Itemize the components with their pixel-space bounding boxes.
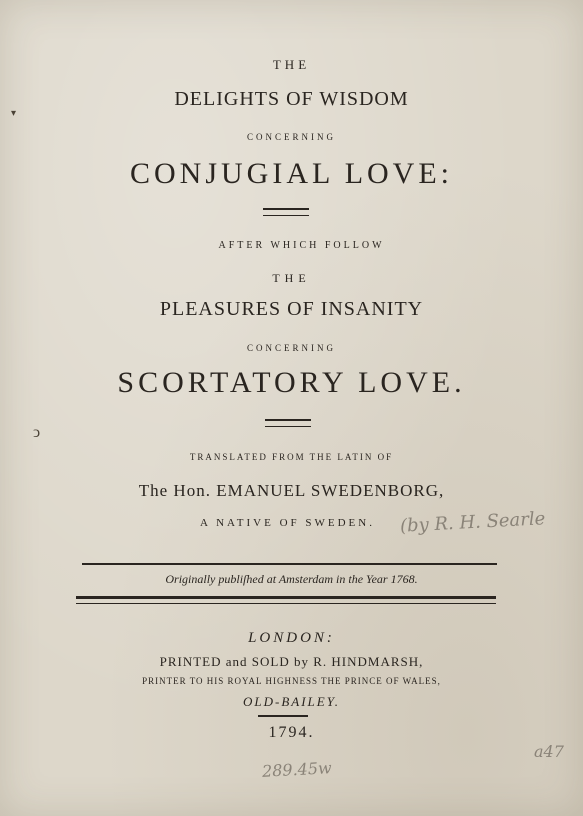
handwritten-shelf-mark: 289.45w xyxy=(261,758,333,781)
title-conjugial-love: CONJUGIAL LOVE: xyxy=(129,157,454,190)
ornamental-rule-2 xyxy=(265,419,311,427)
double-rule-below-original xyxy=(76,596,496,604)
author-line: The Hon. EMANUEL SWEDENBORG, xyxy=(138,481,445,500)
title-delights-of-wisdom: DELIGHTS OF WISDOM xyxy=(174,88,409,110)
title-scortatory-love: SCORTATORY LOVE. xyxy=(117,366,466,399)
title-after-which-follow: AFTER WHICH FOLLOW xyxy=(218,240,385,251)
imprint-old-bailey: OLD-BAILEY. xyxy=(242,694,340,709)
title-concerning-1: CONCERNING xyxy=(246,132,336,142)
title-the: THE xyxy=(272,57,311,72)
rule-above-year xyxy=(258,715,308,717)
originally-published-line: Originally publiſhed at Amsterdam in the Year 1768. xyxy=(165,572,418,586)
native-of-sweden-line: A NATIVE OF SWEDEN. xyxy=(200,517,375,529)
title-concerning-2: CONCERNING xyxy=(246,343,336,353)
handwritten-catalog-mark: a47 xyxy=(534,742,564,761)
rule-above-original xyxy=(82,563,497,565)
ornamental-rule-1 xyxy=(263,208,309,216)
title-the-2: THE xyxy=(272,271,311,285)
ink-blot-icon: ↄ xyxy=(33,424,41,441)
imprint-printed-and-sold: PRINTED and SOLD by R. HINDMARSH, xyxy=(159,654,424,669)
title-pleasures-of-insanity: PLEASURES OF INSANITY xyxy=(159,298,424,320)
margin-mark-icon: ▾ xyxy=(11,108,17,119)
imprint-london: LONDON: xyxy=(248,630,335,646)
imprint-printer-to-prince: PRINTER TO HIS ROYAL HIGHNESS THE PRINCE OF WALES, xyxy=(142,676,441,686)
imprint-year: 1794. xyxy=(268,724,315,741)
translated-from-line: TRANSLATED FROM THE LATIN OF xyxy=(189,452,394,462)
handwritten-attribution: (by R. H. Searle xyxy=(399,508,546,537)
